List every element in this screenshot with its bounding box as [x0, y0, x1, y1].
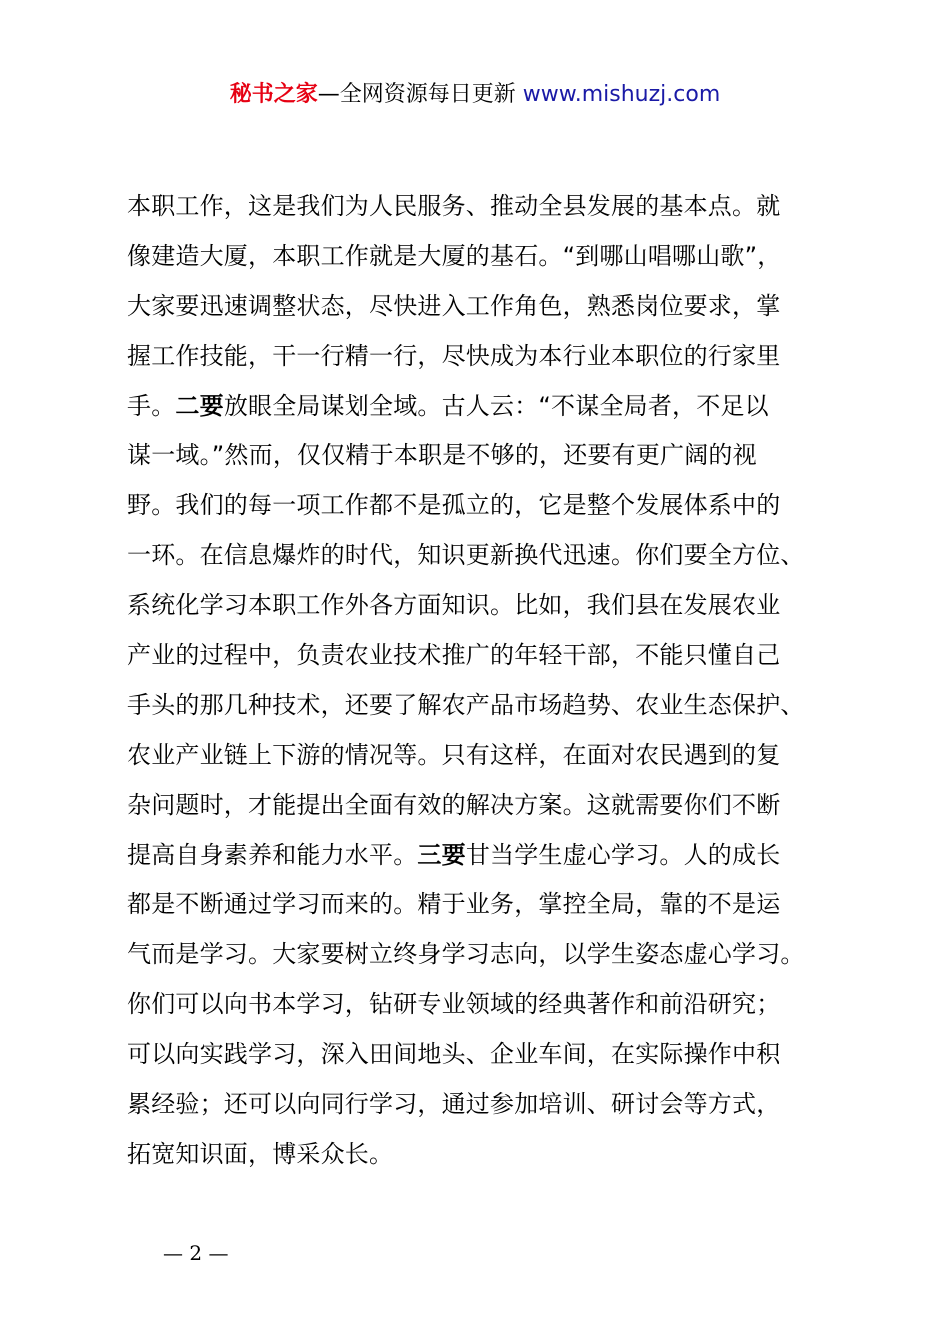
- text-line: [127, 1030, 847, 1080]
- text-run: 气而是学习。大家要树立终身学习志向，以学生姿态虚心学习。: [127, 940, 805, 969]
- text-run: 可以向实践学习，深入田间地头、企业车间，在实际操作中积: [127, 1040, 781, 1069]
- text-run: 手头的那几种技术，还要了解农产品市场趋势、农业生态保护、: [127, 690, 805, 719]
- text-line: [127, 930, 847, 980]
- text-run: 放眼全局谋划全域。古人云：“不谋全局者，不足以: [223, 391, 769, 420]
- text-line: [127, 481, 847, 531]
- page-number: — 2 —: [163, 1241, 229, 1265]
- text-line: [127, 631, 847, 681]
- text-line: [127, 831, 847, 881]
- text-line: [127, 182, 847, 232]
- text-run: 本职工作，这是我们为人民服务、推动全县发展的基本点。就: [127, 192, 781, 220]
- text-line: [127, 731, 847, 781]
- text-run: 提高自身素养和能力水平。: [127, 840, 418, 869]
- text-run: 大家要迅速调整状态，尽快进入工作角色，熟悉岗位要求，掌: [127, 291, 781, 320]
- text-line: [127, 980, 847, 1030]
- text-run: 拓宽知识面，博采众长。: [127, 1139, 394, 1168]
- text-run: 握工作技能，干一行精一行，尽快成为本行业本职位的行家里: [127, 341, 781, 370]
- site-url-link[interactable]: www.mishuzj.com: [522, 82, 721, 107]
- page-header: [0, 78, 950, 112]
- text-line: [127, 681, 847, 731]
- text-run: 像建造大厦，本职工作就是大厦的基石。“到哪山唱哪山歌”，: [127, 241, 782, 270]
- text-line: [127, 382, 847, 432]
- text-run: 系统化学习本职工作外各方面知识。比如，我们县在发展农业: [127, 591, 781, 620]
- header-tagline: —全网资源每日更新: [317, 82, 523, 107]
- text-line: [127, 232, 847, 282]
- text-line: [127, 431, 847, 481]
- text-run: 手。: [127, 391, 176, 420]
- text-run: 都是不断通过学习而来的。精于业务，掌控全局，靠的不是运: [127, 890, 781, 919]
- text-line: [127, 781, 847, 831]
- brand-name: 秘书之家: [229, 82, 318, 107]
- text-run: 累经验；还可以向同行学习，通过参加培训、研讨会等方式，: [127, 1090, 781, 1119]
- bold-heading-text: 三要: [417, 840, 466, 869]
- text-run: 产业的过程中，负责农业技术推广的年轻干部，不能只懂自己: [127, 641, 781, 670]
- text-run: 野。我们的每一项工作都不是孤立的，它是整个发展体系中的: [127, 491, 781, 520]
- bold-heading-text: 二要: [175, 391, 224, 420]
- text-line: [127, 282, 847, 332]
- text-run: 你们可以向书本学习，钻研专业领域的经典著作和前沿研究；: [127, 990, 781, 1019]
- text-line: [127, 880, 847, 930]
- text-line: [127, 332, 847, 382]
- text-line: [127, 531, 847, 581]
- document-body: [127, 182, 847, 1180]
- text-run: 一环。在信息爆炸的时代，知识更新换代迅速。你们要全方位、: [127, 541, 805, 570]
- text-run: 农业产业链上下游的情况等。只有这样，在面对农民遇到的复: [127, 740, 781, 769]
- text-line: [127, 1130, 847, 1180]
- text-line: [127, 1080, 847, 1130]
- text-line: [127, 581, 847, 631]
- text-run: 甘当学生虚心学习。人的成长: [465, 840, 781, 869]
- text-run: 谋一域。”然而，仅仅精于本职是不够的，还要有更广阔的视: [127, 441, 757, 470]
- text-run: 杂问题时，才能提出全面有效的解决方案。这就需要你们不断: [127, 790, 781, 819]
